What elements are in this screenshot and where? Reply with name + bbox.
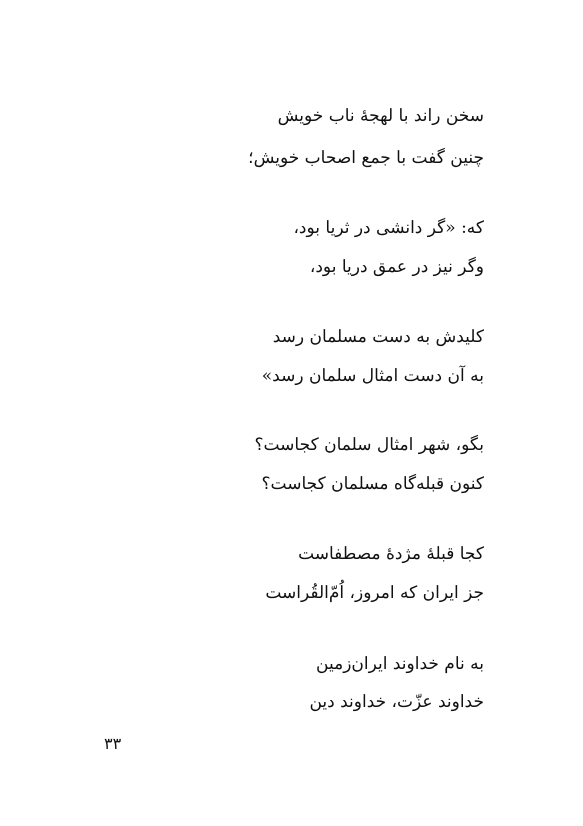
poem-line: کجا قبلهٔ مژدهٔ مصطفاست xyxy=(298,544,484,564)
poem-line: کلیدش به دست مسلمان رسد xyxy=(272,327,484,347)
poem-line: سخن راند با لهجهٔ ناب خویش xyxy=(277,106,484,126)
page-number: ۳۳ xyxy=(104,734,122,753)
poem-line: جز ایران که امروز، اُم‌ّالقُراست xyxy=(265,583,484,603)
poem-line: به نام خداوند ایران‌زمین xyxy=(316,654,484,674)
poem-line: به آن دست امثال سلمان رسد» xyxy=(261,366,484,386)
poem-line: بگو، شهر امثال سلمان کجاست؟ xyxy=(254,435,484,455)
poem-line: چنین گفت با جمع اصحاب خویش؛ xyxy=(248,148,484,168)
poem-line: که: «گر دانشی در ثریا بود، xyxy=(293,218,484,238)
poem-line: خداوند عزّت، خداوند دین xyxy=(309,692,484,712)
poem-line: کنون قبله‌گاه مسلمان کجاست؟ xyxy=(261,474,484,494)
poem-line: وگر نیز در عمق دریا بود، xyxy=(309,257,484,277)
